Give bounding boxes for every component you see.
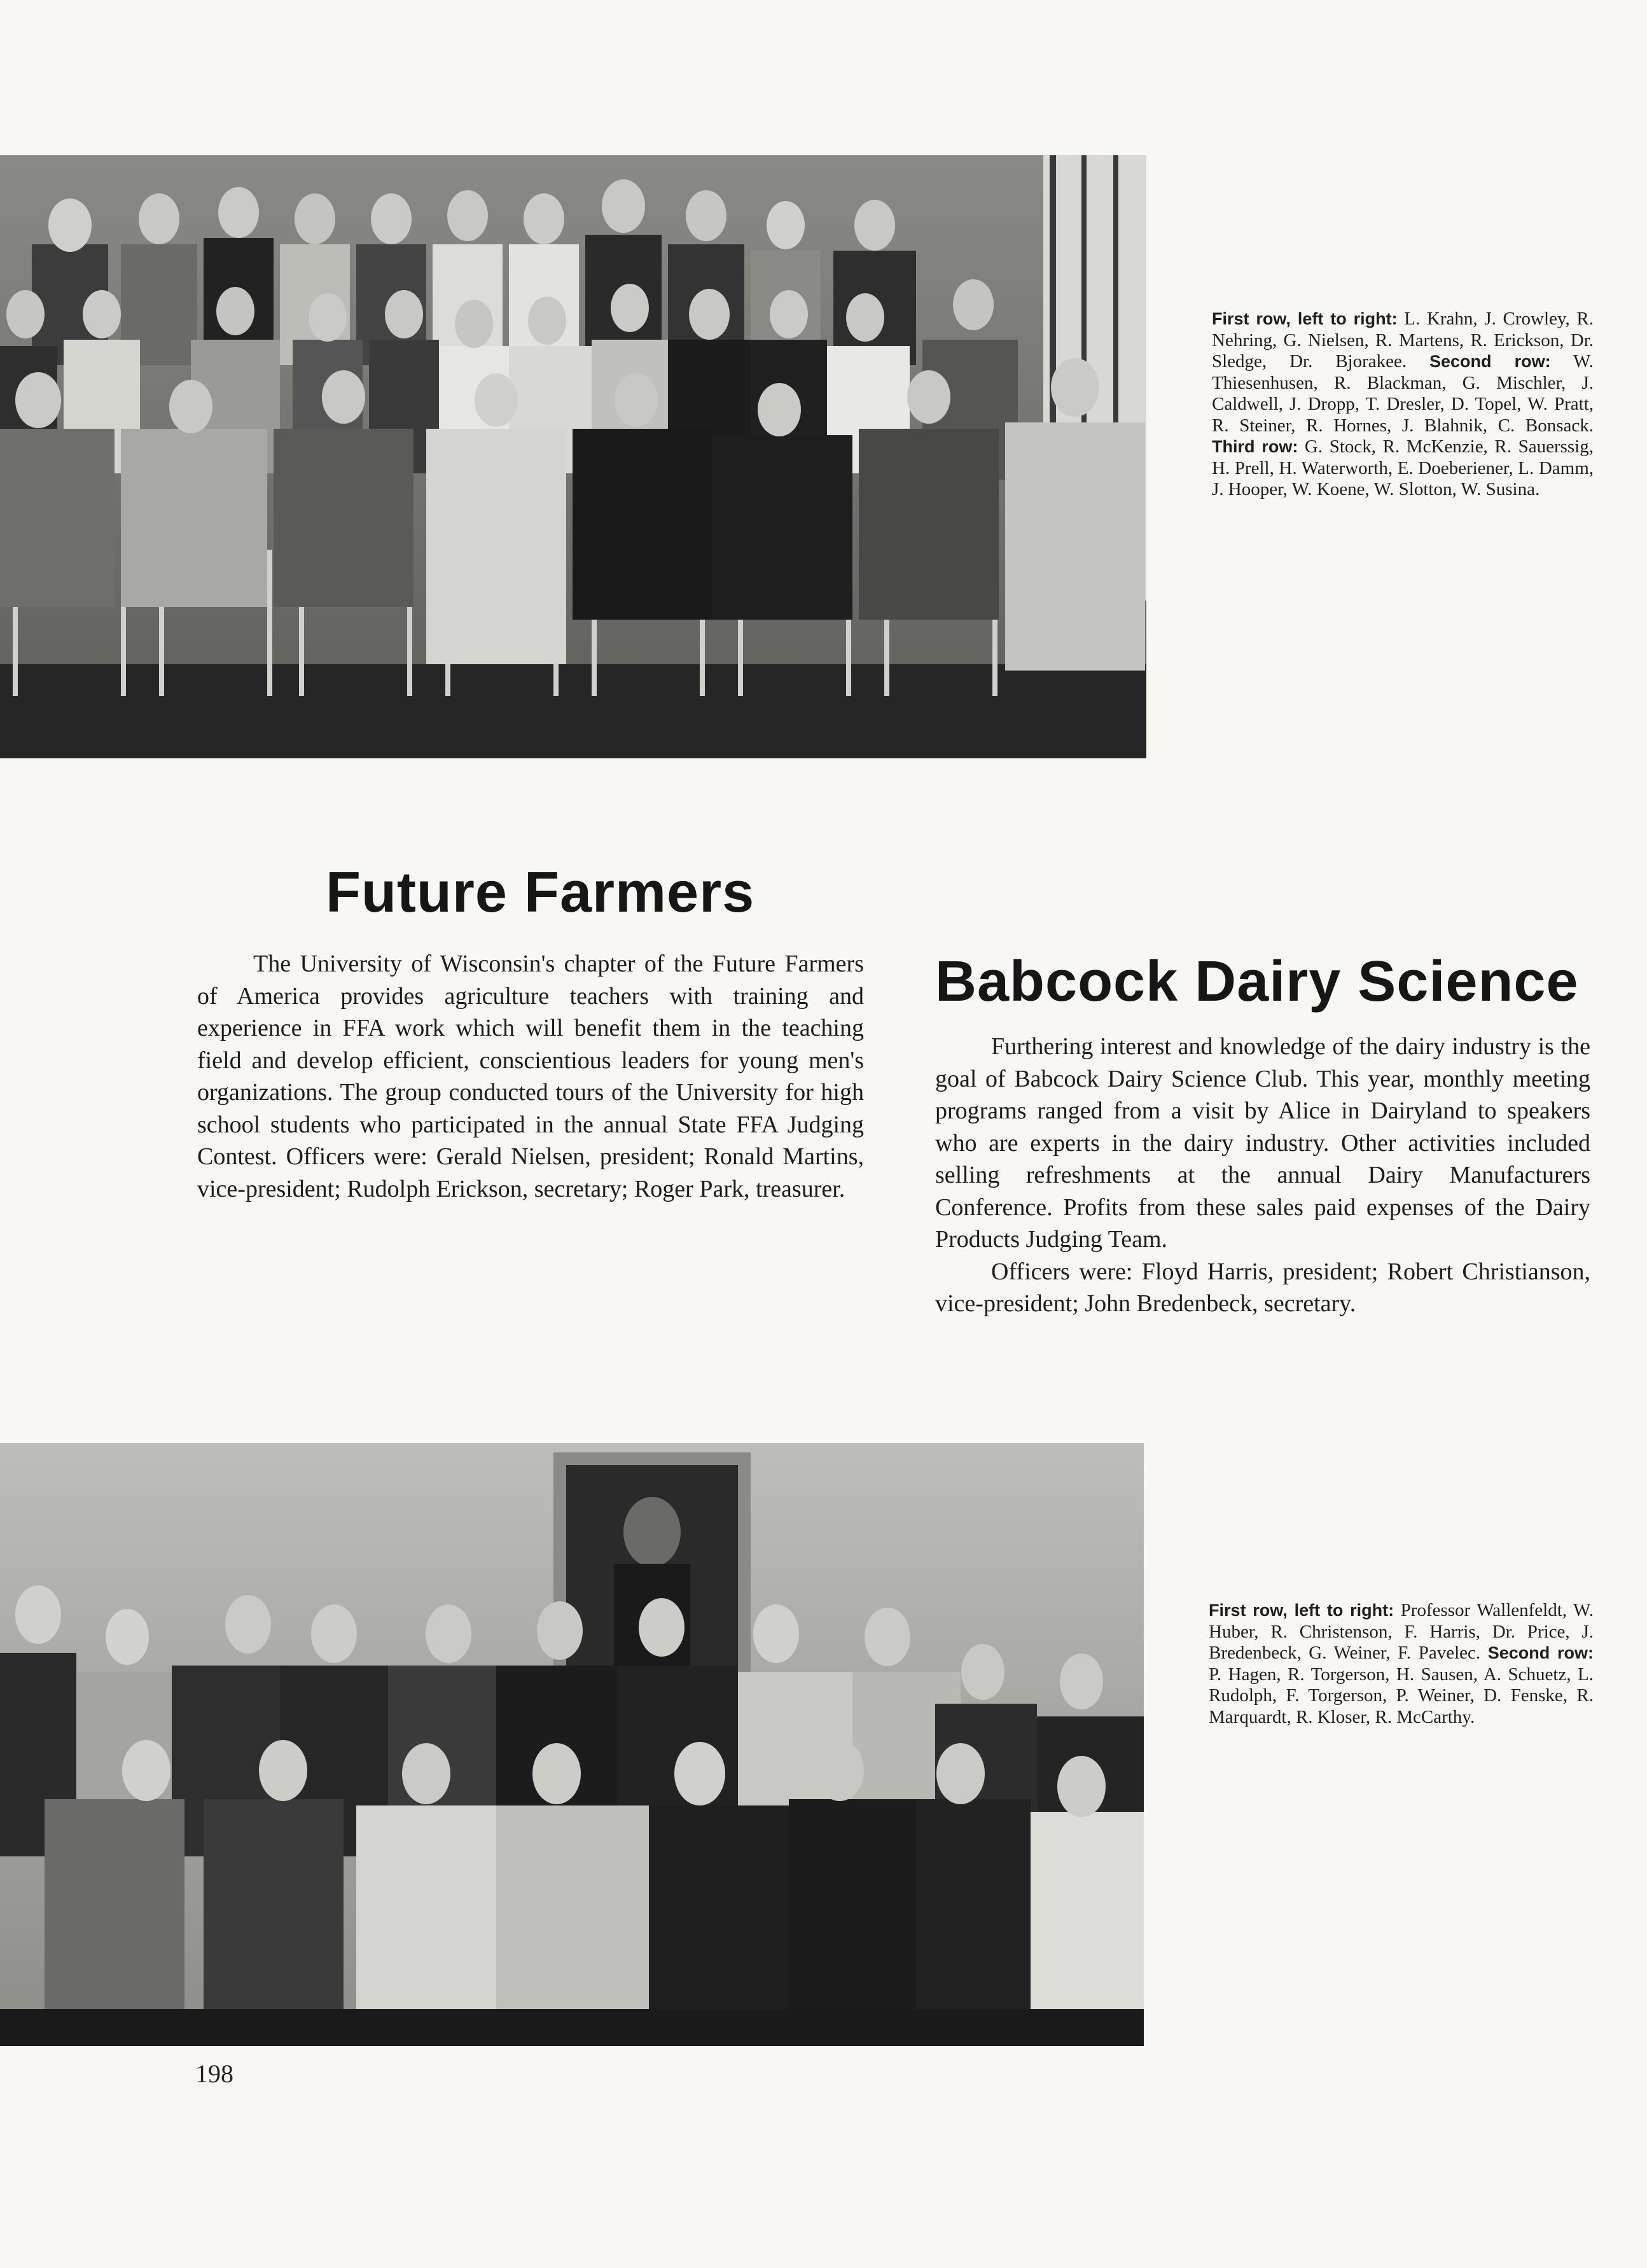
future-farmers-photo-art (0, 155, 1146, 758)
babcock-heading: Babcock Dairy Science (935, 950, 1579, 1013)
future-farmers-group-photo (0, 155, 1146, 758)
caption-row3-names: G. Stock, R. McKenzie, R. Sauerssig, H. Prell, H. Waterworth, E. Doeberiener, L. Damm, J. Hooper, W. Koene, W. Slotton, W. Susina. (1212, 436, 1594, 499)
babcock-photo-caption (1209, 1600, 1594, 1728)
caption-row1-names: L. Krahn, J. Crowley, R. Nehring, G. Nielsen, R. Martens, R. Erickson, Dr. Sledge, Dr. Bjorakee. (1212, 309, 1594, 372)
caption-row3-label: Third row: (1212, 437, 1298, 456)
babcock-article (935, 1031, 1590, 1320)
future-farmers-article (197, 948, 864, 1205)
babcock-group-photo (0, 1443, 1144, 2046)
babcock-photo-art (0, 1443, 1144, 2046)
page-number: 198 (195, 2059, 233, 2088)
caption-b-row2-names: P. Hagen, R. Torgerson, H. Sausen, A. Schuetz, L. Rudolph, F. Torgerson, P. Weiner, D. Fenske, R. Marquardt, R. Kloser, R. McCarthy. (1209, 1664, 1594, 1727)
babcock-paragraph-1: Furthering interest and knowledge of the dairy industry is the goal of Babcock Dairy Science Club. This year, monthly meeting programs ranged from a visit by Alice in Dairyland to speakers who are experts in the dairy industry. Other activities included selling refreshments at the annual Dairy Manufacturers Conference. Profits from these sales paid expenses of the Dairy Products Judging Team. (935, 1033, 1590, 1253)
caption-b-row1-names: Professor Wallenfeldt, W. Huber, R. Christenson, F. Harris, Dr. Price, J. Bredenbeck, G. Weiner, F. Pavelec. (1209, 1600, 1594, 1663)
caption-b-row1-label: First row, left to right: (1209, 1601, 1394, 1620)
caption-b-row2-label: Second row: (1487, 1643, 1594, 1662)
babcock-paragraph-2: Officers were: Floyd Harris, president; Robert Christianson, vice-president; John Bredenbeck, secretary. (935, 1258, 1590, 1317)
caption-row2-names: W. Thiesenhusen, R. Blackman, G. Mischler, J. Caldwell, J. Dropp, T. Dresler, D. Topel, W. Pratt, R. Steiner, R. Hornes, J. Blahnik, C. Bonsack. (1212, 351, 1594, 436)
future-farmers-paragraph: The University of Wisconsin's chapter of the Future Farmers of America provides agriculture teachers with training and experience in FFA work which will benefit them in the teaching field and develop efficient, conscientious leaders for young men's organizations. The group conducted tours of the University for high school students who participated in the annual State FFA Judging Contest. Officers were: Gerald Nielsen, president; Ronald Martins, vice-president; Rudolph Erickson, secretary; Roger Park, treasurer. (197, 950, 864, 1202)
future-farmers-heading: Future Farmers (326, 861, 755, 924)
caption-row1-label: First row, left to right: (1212, 309, 1398, 328)
future-farmers-photo-caption (1212, 309, 1594, 501)
caption-row2-label: Second row: (1429, 352, 1551, 371)
